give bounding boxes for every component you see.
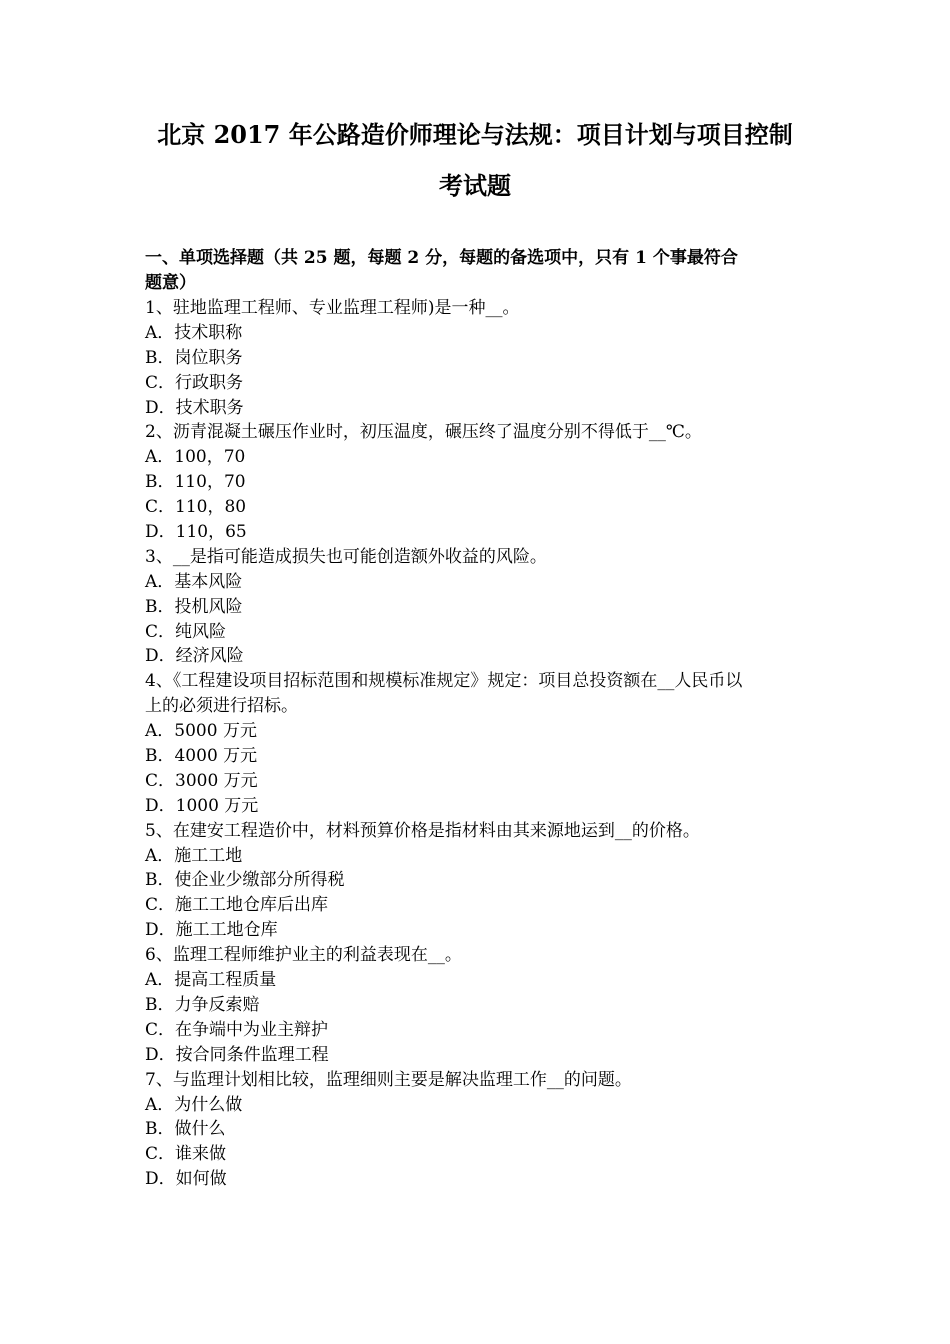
answer-option: D．技术职务 (145, 397, 244, 418)
answer-option: C．在争端中为业主辩护 (145, 1019, 329, 1040)
section-header-line: 题意） (145, 273, 196, 293)
section-header-line: 一、单项选择题（共 25 题，每题 2 分，每题的备选项中，只有 1 个事最符合 (145, 248, 738, 268)
document-title-continued: 考试题 (439, 171, 511, 200)
question-stem: 5、在建安工程造价中，材料预算价格是指材料由其来源地运到__的价格。 (145, 820, 700, 841)
answer-option: A．施工工地 (145, 845, 243, 866)
question-stem: 7、与监理计划相比较，监理细则主要是解决监理工作__的问题。 (145, 1069, 632, 1090)
answer-option: A．100，70 (145, 447, 246, 468)
question-stem: 3、__是指可能造成损失也可能创造额外收益的风险。 (145, 546, 547, 567)
answer-option: B．使企业少缴部分所得税 (145, 870, 345, 891)
answer-option: D．施工工地仓库 (145, 920, 278, 941)
answer-option: C．谁来做 (145, 1144, 227, 1165)
answer-option: D．110，65 (145, 522, 247, 543)
answer-option: A．为什么做 (145, 1094, 243, 1115)
document-title: 北京 2017 年公路造价师理论与法规：项目计划与项目控制 (157, 120, 793, 149)
section-header (145, 246, 815, 296)
answer-option: C．行政职务 (145, 372, 244, 393)
question-stem: 4、《工程建设项目招标范围和规模标准规定》规定：项目总投资额在__人民币以 (145, 671, 743, 692)
answer-option: D．经济风险 (145, 646, 244, 667)
question-stem: 6、监理工程师维护业主的利益表现在__。 (145, 945, 462, 966)
answer-option: B．力争反索赔 (145, 994, 260, 1015)
answer-option: A．提高工程质量 (145, 970, 277, 991)
answer-option: C．施工工地仓库后出库 (145, 895, 329, 916)
answer-option: C．纯风险 (145, 621, 227, 642)
question-list (145, 296, 815, 1192)
answer-option: D．1000 万元 (145, 795, 259, 816)
answer-option: A．基本风险 (145, 571, 243, 592)
answer-option: B．110，70 (145, 472, 246, 493)
answer-option: B．做什么 (145, 1119, 226, 1140)
question-stem: 1、驻地监理工程师、专业监理工程师)是一种__。 (145, 298, 520, 318)
answer-option: B．4000 万元 (145, 746, 258, 767)
answer-option: C．110，80 (145, 497, 247, 518)
answer-option: A．5000 万元 (145, 721, 257, 742)
answer-option: B．岗位职务 (145, 347, 243, 368)
answer-option: B．投机风险 (145, 596, 243, 617)
answer-option: C．3000 万元 (145, 770, 258, 791)
answer-option: D．如何做 (145, 1169, 227, 1190)
question-stem-continued: 上的必须进行招标。 (145, 696, 298, 717)
answer-option: D．按合同条件监理工程 (145, 1044, 329, 1065)
answer-option: A．技术职称 (145, 322, 243, 343)
question-stem: 2、沥青混凝土碾压作业时，初压温度，碾压终了温度分别不得低于__℃。 (145, 422, 702, 443)
